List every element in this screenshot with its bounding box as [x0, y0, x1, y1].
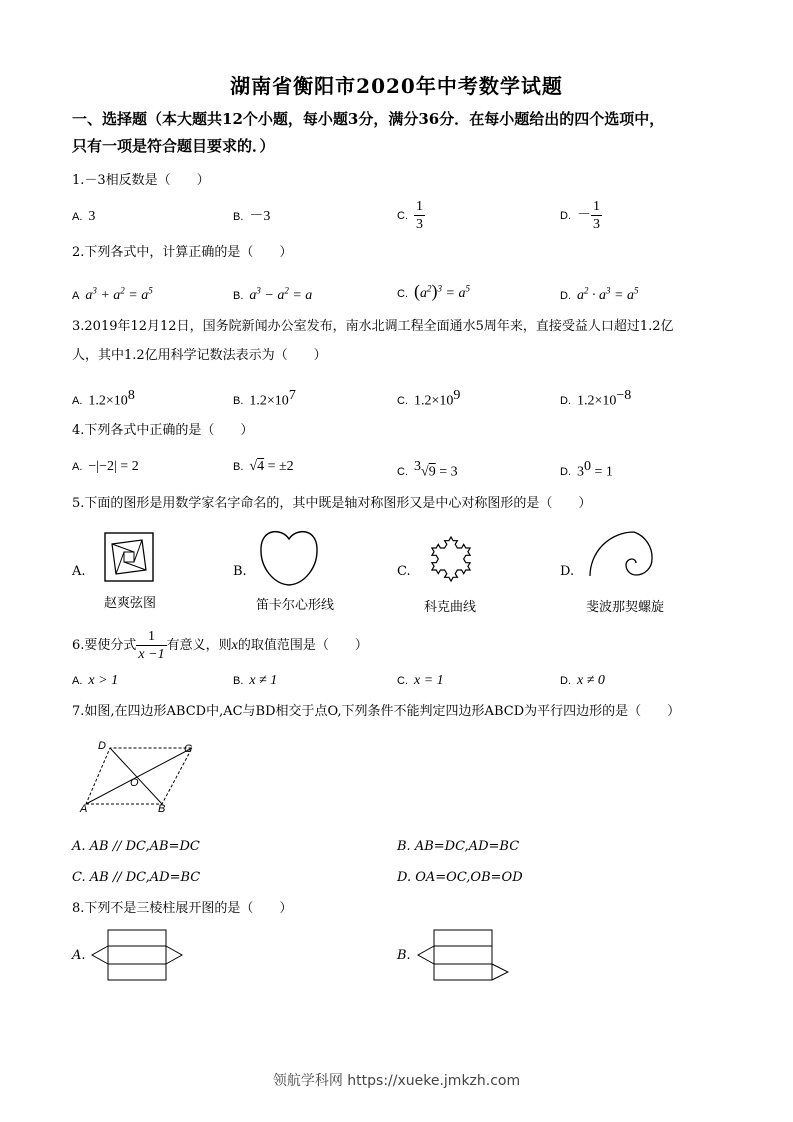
q3-option-b: B. $1.2\times 10^7$	[233, 388, 296, 409]
figure-label-a: A	[80, 803, 88, 815]
q1-option-b: B. －3	[233, 209, 271, 224]
question-8-stem: 8.下列不是三棱柱展开图的是（ ）	[72, 901, 293, 916]
q6-option-d: D. x ≠ 0	[560, 673, 605, 688]
q5-option-a-label: A.	[72, 564, 86, 579]
section-heading-line2: 只有一项是符合题目要求的．）	[72, 137, 275, 155]
q5-caption-b: 笛卡尔心形线	[255, 598, 334, 613]
q6-option-b: B. x ≠ 1	[233, 673, 278, 688]
q3-option-a: A. $1.2\times 10^8$	[72, 388, 135, 409]
q7-option-b: B. AB=DC,AD=BC	[397, 839, 520, 854]
figure-label-c: C	[184, 743, 192, 755]
question-2-stem: 2.下列各式中，计算正确的是（ ）	[72, 245, 293, 260]
q4-option-d: D. $3^0 = 1$	[560, 459, 613, 480]
question-1-stem: 1.－3相反数是（ ）	[72, 173, 210, 188]
q5-caption-a: 赵爽弦图	[103, 596, 156, 611]
q2-option-c: C. $(a^2)^3 = a^5$	[397, 280, 470, 301]
section-heading	[72, 106, 732, 160]
q4-option-b: B. √4 = ±2	[233, 459, 294, 474]
fraction: $\frac{1}{3}$	[416, 199, 423, 232]
fibonacci-spiral-icon	[588, 526, 658, 588]
figure-label-o: O	[130, 777, 139, 789]
q7-option-a: A. AB // DC,AB=DC	[72, 839, 200, 854]
q5-option-b-label: B.	[233, 564, 247, 579]
prism-net-a-icon	[90, 928, 190, 984]
q2-option-d: D. $a^2 \cdot a^3 = a^5$	[560, 285, 639, 303]
q1-option-a: A. 3	[72, 209, 96, 224]
koch-curve-icon	[420, 526, 482, 588]
figure-label-d: D	[98, 740, 106, 752]
question-3-stem: 3.2019年12月12日，国务院新闻办公室发布，南水北调工程全面通水5周年来，直接受益人口超过1.2亿 人，其中1.2亿用科学记数法表示为（ ）	[72, 319, 674, 363]
q1-option-d: D. － $\frac{1}{3}$	[560, 199, 600, 232]
prism-net-b-icon	[416, 928, 516, 984]
q2-option-a: A $a^3 + a^2 = a^5$	[72, 285, 153, 303]
q8-option-a-label: A.	[72, 948, 86, 963]
fraction: $\frac{1}{x -1}$	[138, 629, 165, 662]
q5-option-d-label: D.	[560, 564, 575, 579]
q6-option-a: A. x > 1	[72, 673, 119, 688]
question-6-stem: 6.要使分式 $\frac{1}{x -1}$ 有意义，则x的取值范围是（ ）	[72, 629, 368, 662]
q3-option-d: D. $1.2\times 10^{-8}$	[560, 388, 632, 409]
footer-watermark: 领航学科网 https://xueke.jmkzh.com	[272, 1073, 521, 1089]
q7-option-d: D. OA=OC,OB=OD	[397, 870, 523, 885]
cardioid-icon	[258, 526, 320, 588]
q4-option-c: C. $^3$√9 = 3	[397, 459, 458, 480]
q5-caption-d: 斐波那契螺旋	[585, 600, 664, 615]
q1-option-c: C. $\frac{1}{3}$	[397, 199, 423, 232]
q6-option-c: C. x = 1	[397, 673, 444, 688]
question-4-stem: 4.下列各式中正确的是（ ）	[72, 423, 254, 438]
q2-option-b: B. $a^3 - a^2 = a$	[233, 285, 313, 303]
q5-option-c-label: C.	[397, 564, 411, 579]
parallelogram-figure	[80, 740, 200, 815]
figure-label-b: B	[158, 803, 166, 815]
q4-option-a: A. −|−2| = 2	[72, 459, 139, 474]
section-heading-line1: 一、选择题（本大题共12个小题，每小题3分，满分36分．在每小题给出的四个选项中，	[72, 110, 665, 128]
fraction: $\frac{1}{3}$	[593, 199, 600, 232]
q8-option-b-label: B.	[397, 948, 411, 963]
q7-option-c: C. AB // DC,AD=BC	[72, 870, 201, 885]
question-7-stem: 7.如图,在四边形ABCD中,AC与BD相交于点O,下列条件不能判定四边形ABCD为平行四边形的是（ ）	[72, 704, 681, 719]
zhao-shuang-diagram-icon	[104, 532, 154, 582]
q3-option-c: C. $1.2\times 10^9$	[397, 388, 461, 409]
page-title: 湖南省衡阳市2020年中考数学试题	[230, 74, 563, 98]
question-5-stem: 5.下面的图形是用数学家名字命名的，其中既是轴对称图形又是中心对称图形的是（ ）	[72, 496, 592, 511]
q5-caption-c: 科克曲线	[423, 600, 476, 615]
